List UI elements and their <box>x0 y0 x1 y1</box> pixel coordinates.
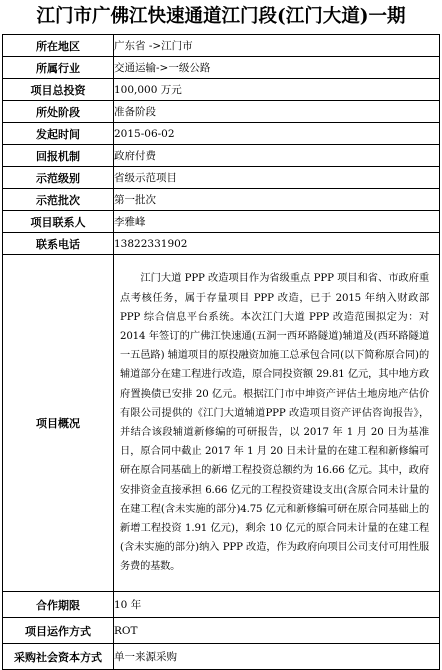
row-label: 项目总投资 <box>3 79 114 101</box>
project-info-table <box>2 34 440 670</box>
table-row <box>3 79 440 101</box>
row-label: 采购社会资本方式 <box>3 644 114 670</box>
table-row <box>3 145 440 167</box>
table-row <box>3 211 440 233</box>
page-title: 江门市广佛江快速通道江门段(江门大道)一期 <box>36 6 406 27</box>
row-value: 第一批次 <box>114 189 440 211</box>
overview-text: 江门大道 PPP 改造项目作为省级重点 PPP 项目和省、市政府重点考核任务，属于存量项目 PPP 改造，已于 2015 年纳入财政部 PPP 综合信息平台系统。本次江门大道 PPP 改造范围拟定为：对 2014 年签订的广佛江快速通(五洞一西环路隧道)辅道及(西环路隧道一五邑路) 辅道项目的原投融资加施工总承包合同(以下简称原合同)的辅道部分在建工程进行改造，原合同投资额 29.81 亿元，其中地方政府置换债已安排 20 亿元。根据江门市中坤资产评估土地房地产估价有限公司提供的《江门大道辅道PPP 改造项目资产评估咨询报告》，并结合该段辅道新修编的可研报告，以 2017 年 1 月 20 日为基准日，原合同中截止 2017 年 1 月 20 日未计量的在建工程和新修编可研在原合同基础上的新增工程投资总额约为 16.66 亿元。其中，政府安排资金直接承担 6.66 亿元的工程投资建设支出(含原合同未计量的在建工程(含未实施的部分)4.75 亿元和新修编可研在原合同基础上的新增工程投资 1.91 亿元)，剩余 10 亿元的原合同未计量的在建工程(含未实施的部分)纳入 PPP 改造，作为政府向项目公司支付可用性服务费的基数。 <box>120 273 429 573</box>
row-label: 项目运作方式 <box>3 618 114 644</box>
row-value: 13822331902 <box>114 233 440 255</box>
table-row <box>3 167 440 189</box>
table-row <box>3 35 440 57</box>
row-label: 所属行业 <box>3 57 114 79</box>
row-value: 省级示范项目 <box>114 167 440 189</box>
row-label: 所处阶段 <box>3 101 114 123</box>
row-label: 联系电话 <box>3 233 114 255</box>
row-value: 单一来源采购 <box>114 644 440 670</box>
row-value: 100,000 万元 <box>114 79 440 101</box>
row-label: 项目联系人 <box>3 211 114 233</box>
row-label: 发起时间 <box>3 123 114 145</box>
row-label: 回报机制 <box>3 145 114 167</box>
row-label: 所在地区 <box>3 35 114 57</box>
overview-cell <box>114 255 440 592</box>
table-row <box>3 644 440 670</box>
row-value: 交通运输->一级公路 <box>114 57 440 79</box>
row-value: 政府付费 <box>114 145 440 167</box>
row-value: 广东省 ->江门市 <box>114 35 440 57</box>
table-row <box>3 592 440 618</box>
table-row <box>3 123 440 145</box>
row-value: 2015-06-02 <box>114 123 440 145</box>
table-row <box>3 189 440 211</box>
row-value: 准备阶段 <box>114 101 440 123</box>
table-row <box>3 101 440 123</box>
table-row <box>3 233 440 255</box>
row-label: 示范级别 <box>3 167 114 189</box>
overview-label: 项目概况 <box>3 255 114 592</box>
row-value: ROT <box>114 618 440 644</box>
row-value: 10 年 <box>114 592 440 618</box>
row-label: 示范批次 <box>3 189 114 211</box>
row-label: 合作期限 <box>3 592 114 618</box>
row-value: 李雅峰 <box>114 211 440 233</box>
overview-row <box>3 255 440 592</box>
table-row <box>3 57 440 79</box>
